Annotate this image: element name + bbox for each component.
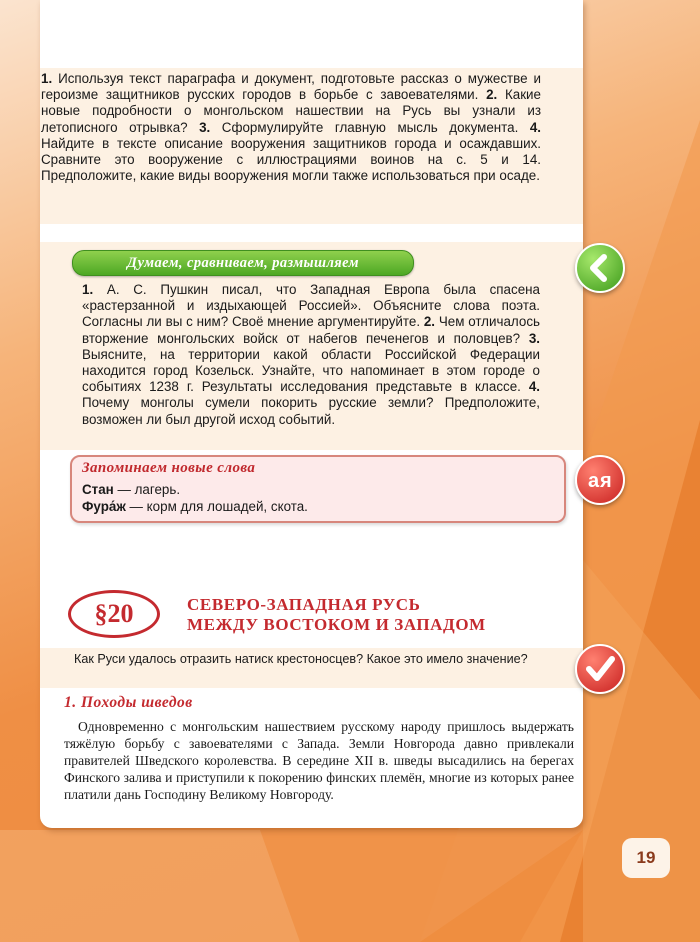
question-text: Выясните, на территории какой области Российской Федерации находится город Козельск. Узнайте, что напоминает в этом городе о событиях 1238 г. Результаты исследования представьте в классе. — [82, 346, 540, 395]
question-number: 2. — [423, 314, 436, 330]
vocabulary-title: Запоминаем новые слова — [82, 460, 256, 476]
question-text: Чем отличалось вторжение монгольских войск от набегов печенегов и половцев? — [82, 314, 540, 346]
page-number: 19 — [622, 838, 670, 878]
intro-question: Как Руси удалось отразить натиск крестоносцев? Какое это имело значение? — [74, 652, 528, 666]
question-number: 1. — [41, 71, 53, 86]
vocabulary-term — [82, 482, 180, 497]
svg-text:я: я — [600, 470, 612, 492]
question-text: А. С. Пушкин писал, что Западная Европа была спасена «растерзанной и издыхающей Россией». Объясните слова поэта. Согласны ли вы с ним? Своё мнение аргументируйте. — [82, 282, 540, 330]
section-heading: 1. Походы шведов — [64, 694, 193, 711]
question-text: Используя текст параграфа и документ, подготовьте рассказ о мужестве и героизме защитников русских городов в борьбе с завоевателями. — [41, 71, 541, 103]
term-definition: — лагерь. — [113, 482, 181, 497]
think-section-title: Думаем, сравниваем, размышляем — [72, 250, 414, 276]
question-number: 3. — [528, 330, 540, 346]
question-text: Почему монголы сумели покорить русские земли? Предположите, возможен ли был другой исход событий. — [82, 395, 540, 427]
question-text: Найдите в тексте описание вооружения защитников города и осаждавших. Сравните это вооружение с иллюстрациями воинов на с. 5 и 14. Предположите, какие виды вооружения могли также использоваться при осаде. — [41, 135, 541, 184]
document-questions — [41, 71, 541, 184]
checkmark-icon[interactable] — [575, 644, 625, 694]
term-word: Фура́ж — [82, 499, 126, 514]
chapter-title — [187, 595, 486, 635]
question-number: 4. — [529, 119, 541, 135]
vocabulary-term — [82, 499, 308, 514]
back-arrow-icon[interactable] — [575, 243, 625, 293]
chapter-title-line: СЕВЕРО-ЗАПАДНАЯ РУСЬ — [187, 595, 421, 614]
question-text: Сформулируйте главную мысль документа. — [210, 119, 530, 135]
question-number: 2. — [486, 87, 498, 103]
section-body: Одновременно с монгольским нашествием русскому народу пришлось выдержать тяжёлую борьбу с завоевателями с Запада. Земли Новгорода давно привлекали правителей Шведского королевства. В середине XII в. шведы высадились на берегах Финского залива и приступили к покорению финских племён, многие из которых ранее платили дань Господину Великому Новгороду. — [64, 719, 574, 802]
question-text: Какие новые подробности о монгольском нашествии на Русь вы узнали из летописного отрывка? — [41, 87, 541, 135]
think-questions — [82, 282, 540, 428]
paragraph-number-badge: §20 — [68, 590, 160, 638]
term-word: Стан — [82, 482, 114, 497]
term-definition: — корм для лошадей, скота. — [125, 499, 308, 514]
chapter-title-line: МЕЖДУ ВОСТОКОМ И ЗАПАДОМ — [187, 615, 486, 634]
svg-text:а: а — [588, 470, 600, 492]
dictionary-icon[interactable] — [575, 455, 625, 505]
question-number: 1. — [82, 282, 94, 297]
question-number: 4. — [528, 379, 540, 395]
question-number: 3. — [199, 119, 211, 135]
